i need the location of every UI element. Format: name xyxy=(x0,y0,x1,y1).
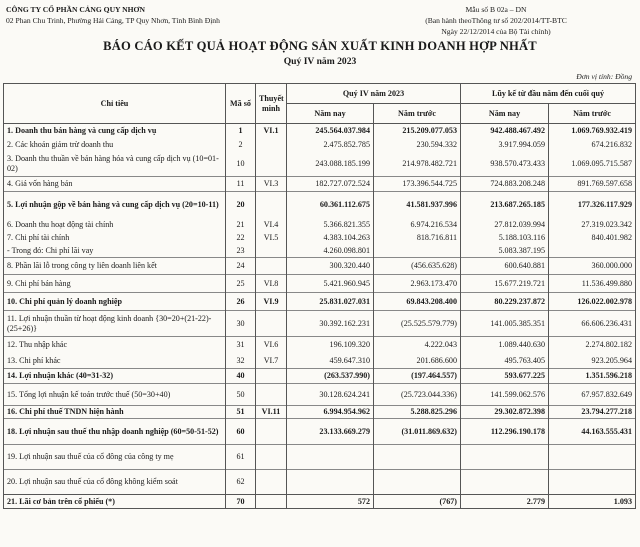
cell-q-prev: (25.723.044.336) xyxy=(374,384,461,406)
cell-q-now: (263.537.990) xyxy=(287,369,374,384)
cell-note xyxy=(256,470,287,495)
cell-item: - Trong đó: Chi phí lãi vay xyxy=(4,245,226,258)
table-row xyxy=(4,275,636,293)
cell-y-prev: 66.606.236.431 xyxy=(549,311,636,337)
table-row xyxy=(4,406,636,419)
report-title: BÁO CÁO KẾT QUẢ HOẠT ĐỘNG SẢN XUẤT KINH DOANH HỢP NHẤT xyxy=(103,39,537,53)
cell-code: 30 xyxy=(226,311,256,337)
cell-q-prev xyxy=(374,445,461,470)
cell-y-prev: 44.163.555.431 xyxy=(549,419,636,445)
cell-y-prev: 891.769.597.658 xyxy=(549,177,636,192)
cell-y-prev: 1.069.095.715.587 xyxy=(549,152,636,177)
cell-note xyxy=(256,384,287,406)
cell-y-now: 600.640.881 xyxy=(461,258,549,275)
cell-code: 50 xyxy=(226,384,256,406)
cell-note xyxy=(256,311,287,337)
table-row xyxy=(4,354,636,369)
cell-item: 13. Chi phí khác xyxy=(4,354,226,369)
cell-y-now: 15.677.219.721 xyxy=(461,275,549,293)
col-header-code: Mã số xyxy=(226,84,256,124)
cell-y-prev xyxy=(549,470,636,495)
table-row xyxy=(4,470,636,495)
table-row xyxy=(4,152,636,177)
cell-item: 14. Lợi nhuận khác (40=31-32) xyxy=(4,369,226,384)
cell-y-now: 5.188.103.116 xyxy=(461,232,549,245)
form-note-1: (Ban hành theoThông tư số 202/2014/TT-BTC xyxy=(425,16,567,25)
cell-q-now: 300.320.440 xyxy=(287,258,374,275)
cell-note xyxy=(256,445,287,470)
cell-item: 18. Lợi nhuận sau thuế thu nhập doanh nghiệp (60=50-51-52) xyxy=(4,419,226,445)
cell-q-prev: 69.843.208.400 xyxy=(374,293,461,311)
cell-q-now: 572 xyxy=(287,495,374,509)
cell-y-now: 942.488.467.492 xyxy=(461,124,549,139)
cell-q-prev: 201.686.600 xyxy=(374,354,461,369)
cell-item: 19. Lợi nhuận sau thuế của cổ đông của công ty mẹ xyxy=(4,445,226,470)
cell-y-now: 5.083.387.195 xyxy=(461,245,549,258)
cell-item: 2. Các khoản giảm trừ doanh thu xyxy=(4,139,226,152)
table-row xyxy=(4,124,636,139)
cell-code: 32 xyxy=(226,354,256,369)
cell-q-prev: 2.963.173.470 xyxy=(374,275,461,293)
cell-y-prev: 2.274.802.182 xyxy=(549,337,636,354)
cell-note xyxy=(256,495,287,509)
table-row xyxy=(4,232,636,245)
cell-q-prev: (767) xyxy=(374,495,461,509)
table-row xyxy=(4,245,636,258)
cell-note: VI.1 xyxy=(256,124,287,139)
cell-note xyxy=(256,369,287,384)
cell-note: VI.5 xyxy=(256,232,287,245)
cell-y-now xyxy=(461,470,549,495)
cell-y-now: 593.677.225 xyxy=(461,369,549,384)
cell-y-prev: 27.319.023.342 xyxy=(549,218,636,232)
cell-item: 16. Chi phí thuế TNDN hiện hành xyxy=(4,406,226,419)
cell-q-prev: 5.288.825.296 xyxy=(374,406,461,419)
cell-q-now: 4.260.098.801 xyxy=(287,245,374,258)
col-header-ytd: Lũy kế từ đầu năm đến cuối quý xyxy=(461,84,636,104)
table-row xyxy=(4,369,636,384)
col-header-q-last-year: Năm trước xyxy=(374,104,461,124)
form-note-2: Ngày 22/12/2014 của Bộ Tài chính) xyxy=(441,27,551,36)
cell-y-prev: 23.794.277.218 xyxy=(549,406,636,419)
cell-y-prev: 923.205.964 xyxy=(549,354,636,369)
cell-y-prev: 126.022.002.978 xyxy=(549,293,636,311)
cell-y-now: 27.812.039.994 xyxy=(461,218,549,232)
col-header-item: Chỉ tiêu xyxy=(4,84,226,124)
cell-code: 62 xyxy=(226,470,256,495)
table-row xyxy=(4,419,636,445)
cell-note: VI.6 xyxy=(256,337,287,354)
cell-item: 21. Lãi cơ bản trên cổ phiếu (*) xyxy=(4,495,226,509)
report-period: Quý IV năm 2023 xyxy=(283,56,357,67)
cell-y-prev xyxy=(549,445,636,470)
cell-q-prev: 41.581.937.996 xyxy=(374,192,461,218)
cell-q-now: 245.564.037.984 xyxy=(287,124,374,139)
cell-note xyxy=(256,192,287,218)
col-header-quarter: Quý IV năm 2023 xyxy=(287,84,461,104)
cell-q-now: 30.392.162.231 xyxy=(287,311,374,337)
cell-note: VI.9 xyxy=(256,293,287,311)
cell-code: 24 xyxy=(226,258,256,275)
cell-item: 8. Phần lãi lỗ trong công ty liên doanh liên kết xyxy=(4,258,226,275)
cell-y-now: 112.296.190.178 xyxy=(461,419,549,445)
cell-item: 5. Lợi nhuận gộp về bán hàng và cung cấp dịch vụ (20=10-11) xyxy=(4,192,226,218)
cell-q-prev xyxy=(374,470,461,495)
cell-q-now: 2.475.852.785 xyxy=(287,139,374,152)
cell-code: 21 xyxy=(226,218,256,232)
cell-note xyxy=(256,419,287,445)
table-row xyxy=(4,384,636,406)
cell-y-prev: 177.326.117.929 xyxy=(549,192,636,218)
table-row xyxy=(4,218,636,232)
cell-item: 12. Thu nhập khác xyxy=(4,337,226,354)
cell-note xyxy=(256,152,287,177)
cell-q-prev: (31.011.869.632) xyxy=(374,419,461,445)
cell-code: 61 xyxy=(226,445,256,470)
col-header-note: Thuyết minh xyxy=(256,84,287,124)
cell-code: 70 xyxy=(226,495,256,509)
cell-y-now: 141.599.062.576 xyxy=(461,384,549,406)
cell-q-prev: 818.716.811 xyxy=(374,232,461,245)
cell-note xyxy=(256,139,287,152)
cell-code: 20 xyxy=(226,192,256,218)
cell-note: VI.7 xyxy=(256,354,287,369)
cell-q-prev: 215.209.077.053 xyxy=(374,124,461,139)
cell-y-prev: 674.216.832 xyxy=(549,139,636,152)
cell-note: VI.8 xyxy=(256,275,287,293)
cell-code: 51 xyxy=(226,406,256,419)
cell-code: 60 xyxy=(226,419,256,445)
cell-y-now: 1.089.440.630 xyxy=(461,337,549,354)
cell-code: 25 xyxy=(226,275,256,293)
cell-q-prev: 6.974.216.534 xyxy=(374,218,461,232)
cell-y-prev xyxy=(549,245,636,258)
table-row xyxy=(4,445,636,470)
cell-y-now: 724.883.208.248 xyxy=(461,177,549,192)
cell-y-now: 141.005.385.351 xyxy=(461,311,549,337)
cell-q-now: 25.831.027.031 xyxy=(287,293,374,311)
cell-y-now: 495.763.405 xyxy=(461,354,549,369)
cell-q-now: 196.109.320 xyxy=(287,337,374,354)
cell-item: 15. Tổng lợi nhuận kế toán trước thuế (50=30+40) xyxy=(4,384,226,406)
col-header-q-this-year: Năm nay xyxy=(287,104,374,124)
cell-y-now xyxy=(461,445,549,470)
cell-item: 9. Chi phí bán hàng xyxy=(4,275,226,293)
cell-note: VI.4 xyxy=(256,218,287,232)
currency-unit: Đơn vị tính: Đồng xyxy=(576,72,632,81)
cell-code: 1 xyxy=(226,124,256,139)
cell-item: 7. Chi phí tài chính xyxy=(4,232,226,245)
cell-q-now: 5.366.821.355 xyxy=(287,218,374,232)
cell-q-prev: 173.396.544.725 xyxy=(374,177,461,192)
cell-y-now: 213.687.265.185 xyxy=(461,192,549,218)
cell-q-now xyxy=(287,445,374,470)
cell-item: 20. Lợi nhuận sau thuế của cổ đông không kiểm soát xyxy=(4,470,226,495)
cell-code: 31 xyxy=(226,337,256,354)
cell-y-now: 80.229.237.872 xyxy=(461,293,549,311)
cell-q-prev: (456.635.628) xyxy=(374,258,461,275)
cell-code: 26 xyxy=(226,293,256,311)
cell-code: 23 xyxy=(226,245,256,258)
cell-note xyxy=(256,245,287,258)
cell-item: 6. Doanh thu hoạt động tài chính xyxy=(4,218,226,232)
cell-code: 22 xyxy=(226,232,256,245)
cell-code: 11 xyxy=(226,177,256,192)
cell-q-prev: (197.464.557) xyxy=(374,369,461,384)
form-number: Mẫu số B 02a – DN xyxy=(465,5,527,14)
cell-note: VI.11 xyxy=(256,406,287,419)
cell-q-now: 30.128.624.241 xyxy=(287,384,374,406)
cell-y-now: 3.917.994.059 xyxy=(461,139,549,152)
cell-item: 10. Chi phí quản lý doanh nghiệp xyxy=(4,293,226,311)
cell-note: VI.3 xyxy=(256,177,287,192)
cell-q-now: 182.727.072.524 xyxy=(287,177,374,192)
cell-y-prev: 67.957.832.649 xyxy=(549,384,636,406)
cell-code: 40 xyxy=(226,369,256,384)
cell-q-now: 459.647.310 xyxy=(287,354,374,369)
cell-item: 4. Giá vốn hàng bán xyxy=(4,177,226,192)
cell-y-now: 938.570.473.433 xyxy=(461,152,549,177)
cell-y-prev: 11.536.499.880 xyxy=(549,275,636,293)
table-row xyxy=(4,337,636,354)
cell-q-prev: 214.978.482.721 xyxy=(374,152,461,177)
table-row xyxy=(4,293,636,311)
cell-y-prev: 1.093 xyxy=(549,495,636,509)
table-row xyxy=(4,192,636,218)
cell-q-now: 60.361.112.675 xyxy=(287,192,374,218)
cell-q-now: 6.994.954.962 xyxy=(287,406,374,419)
table-row xyxy=(4,495,636,509)
table-body xyxy=(4,124,636,509)
company-address: 02 Phan Chu Trinh, Phường Hải Cảng, TP Quy Nhơn, Tỉnh Bình Định xyxy=(6,16,220,25)
cell-q-now: 5.421.960.945 xyxy=(287,275,374,293)
cell-q-prev: (25.525.579.779) xyxy=(374,311,461,337)
cell-q-now: 23.133.669.279 xyxy=(287,419,374,445)
cell-code: 10 xyxy=(226,152,256,177)
cell-code: 2 xyxy=(226,139,256,152)
cell-y-prev: 1.069.769.932.419 xyxy=(549,124,636,139)
company-name: CÔNG TY CỔ PHẦN CẢNG QUY NHƠN xyxy=(6,5,145,14)
cell-y-prev: 1.351.596.218 xyxy=(549,369,636,384)
table-row xyxy=(4,177,636,192)
table-row xyxy=(4,311,636,337)
col-header-ytd-this-year: Năm nay xyxy=(461,104,549,124)
cell-item: 3. Doanh thu thuần về bán hàng hóa và cung cấp dịch vụ (10=01-02) xyxy=(4,152,226,177)
cell-q-prev: 4.222.043 xyxy=(374,337,461,354)
cell-q-now: 4.383.104.263 xyxy=(287,232,374,245)
cell-y-now: 29.302.872.398 xyxy=(461,406,549,419)
form-header xyxy=(396,4,596,37)
cell-y-now: 2.779 xyxy=(461,495,549,509)
col-header-ytd-last-year: Năm trước xyxy=(549,104,636,124)
cell-y-prev: 840.401.982 xyxy=(549,232,636,245)
table-row xyxy=(4,139,636,152)
cell-item: 11. Lợi nhuận thuần từ hoạt động kinh doanh {30=20+(21-22)-(25+26)} xyxy=(4,311,226,337)
cell-q-now xyxy=(287,470,374,495)
cell-item: 1. Doanh thu bán hàng và cung cấp dịch vụ xyxy=(4,124,226,139)
cell-y-prev: 360.000.000 xyxy=(549,258,636,275)
table-row xyxy=(4,258,636,275)
cell-note xyxy=(256,258,287,275)
cell-q-prev xyxy=(374,245,461,258)
cell-q-now: 243.088.185.199 xyxy=(287,152,374,177)
company-header xyxy=(6,4,220,26)
cell-q-prev: 230.594.332 xyxy=(374,139,461,152)
income-statement-table xyxy=(3,83,636,509)
